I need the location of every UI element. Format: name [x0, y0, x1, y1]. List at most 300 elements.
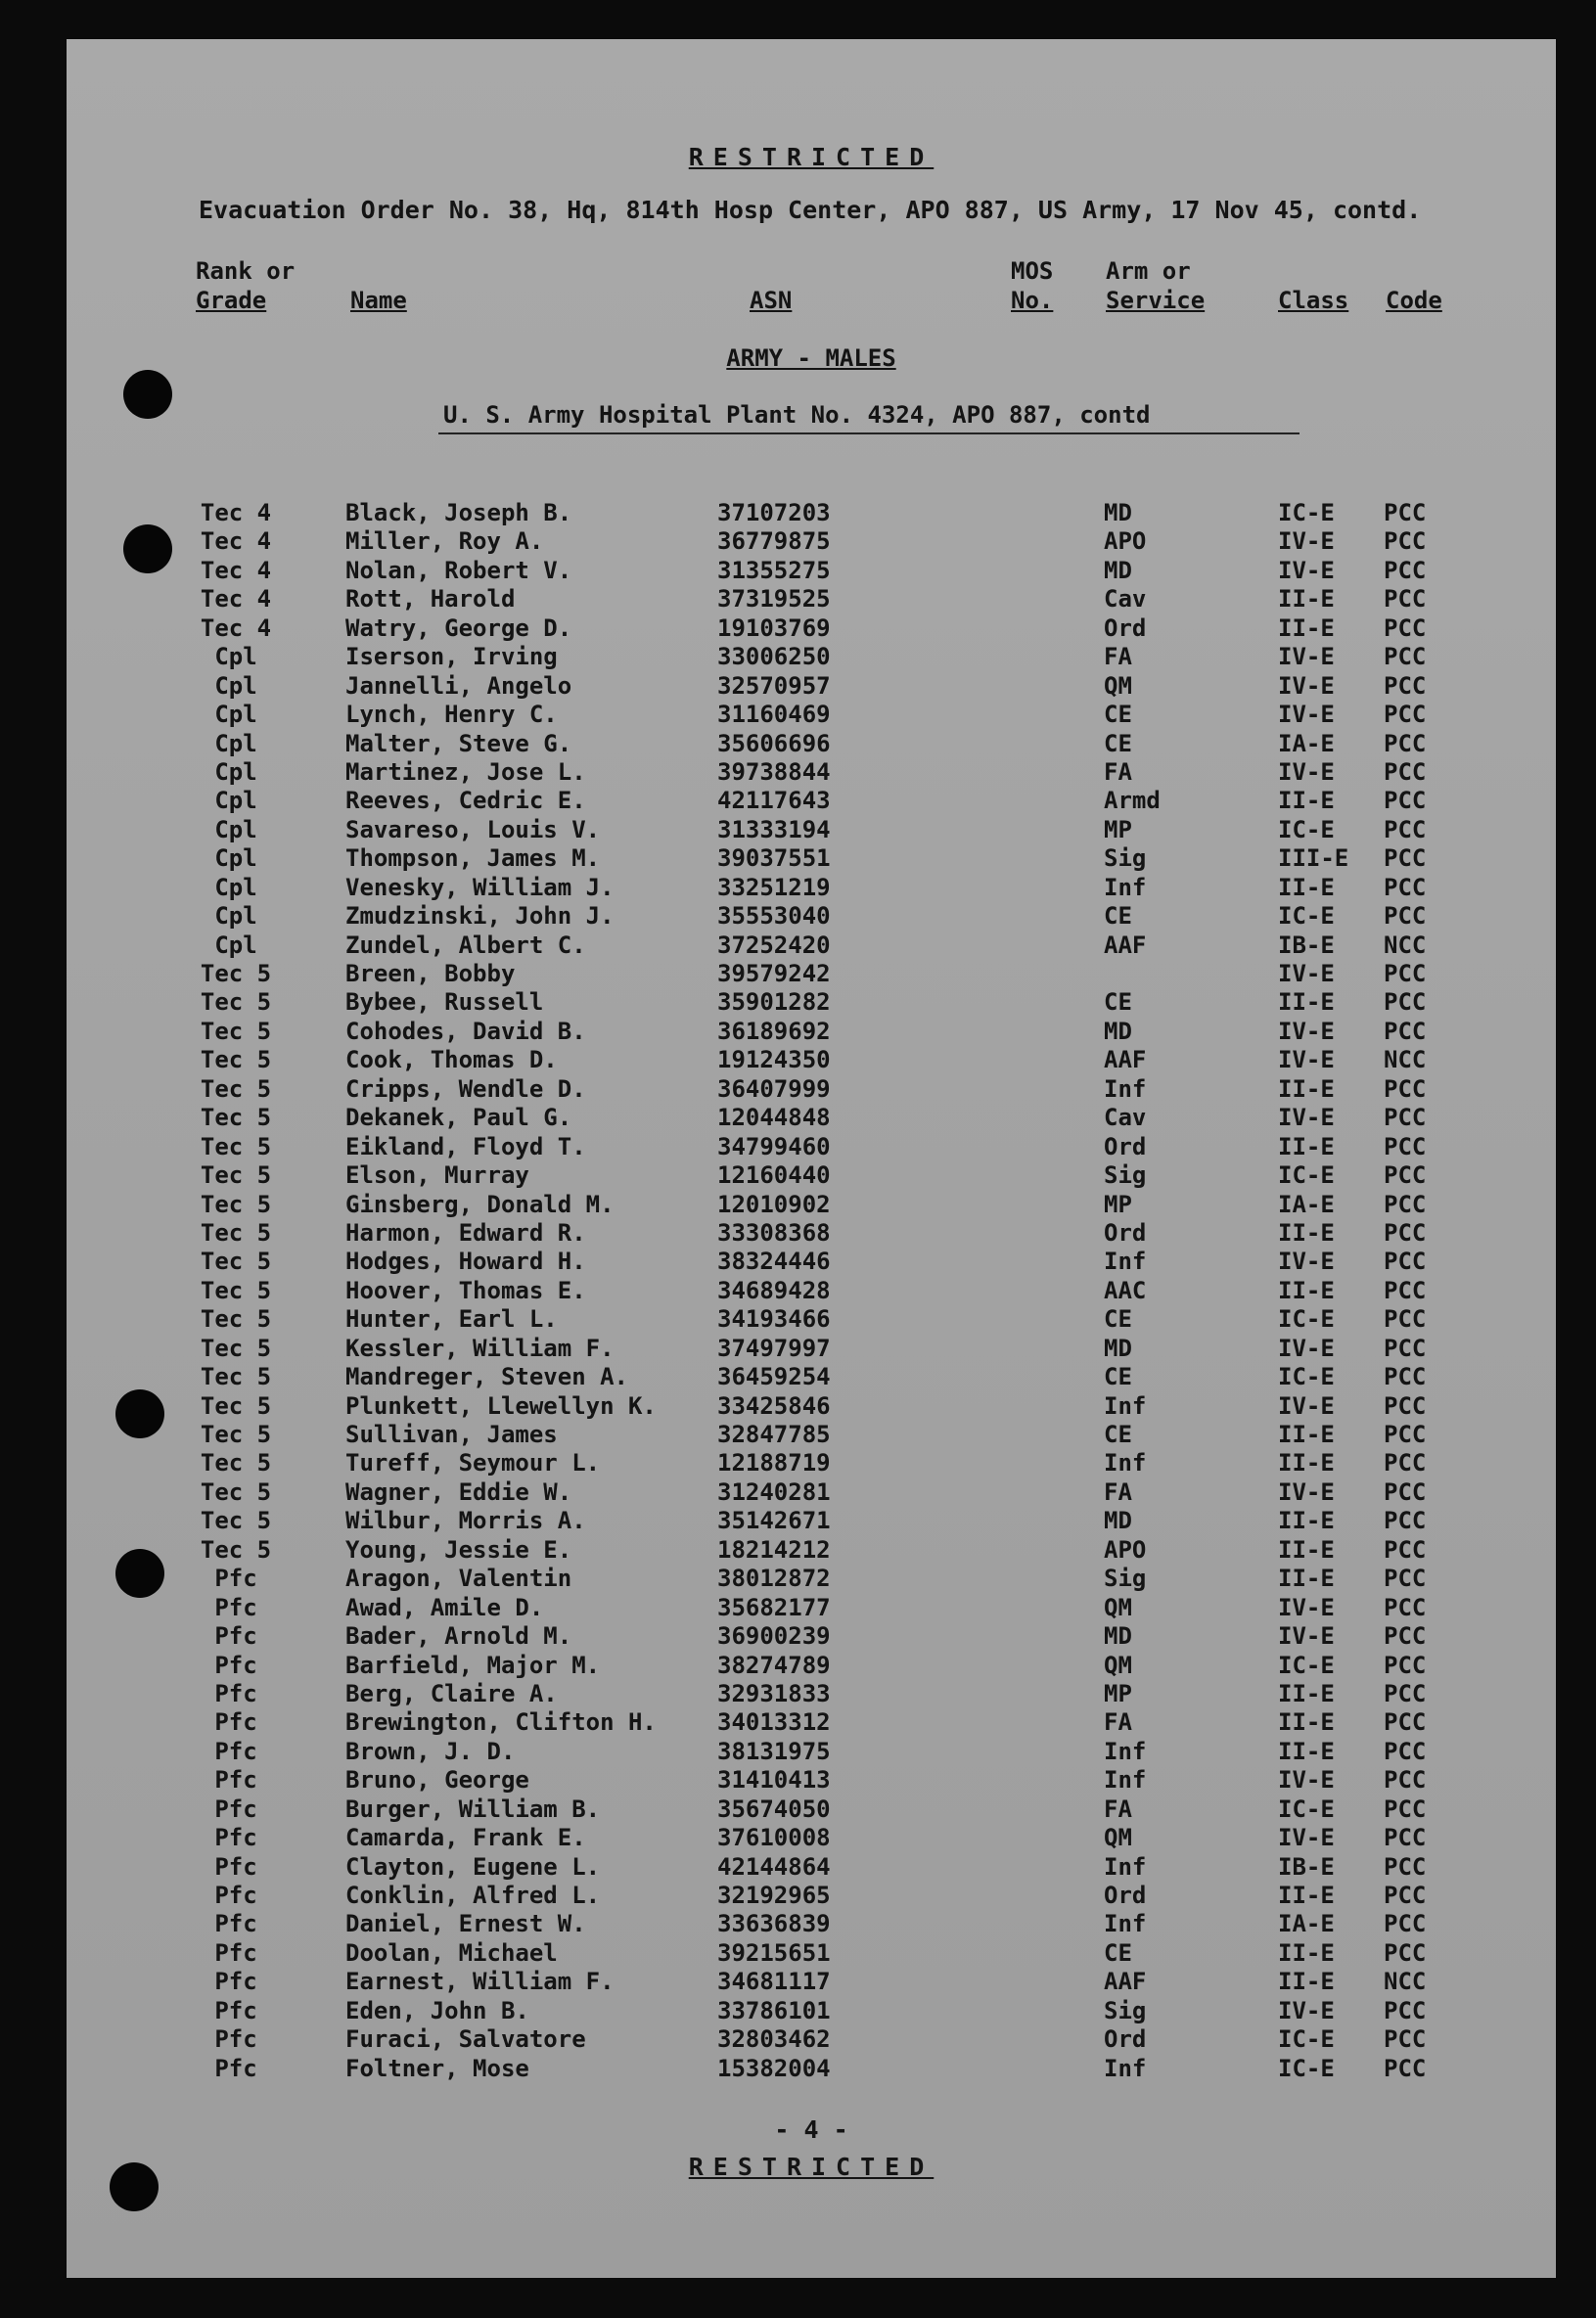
class-cell: IV-E: [1278, 671, 1335, 700]
arm-service-cell: Cav: [1104, 585, 1147, 614]
name-cell: Clayton, Eugene L.: [345, 1852, 601, 1881]
arm-service-cell: CE: [1104, 729, 1132, 757]
col-class-label: Class: [1278, 287, 1349, 314]
name-cell: Eikland, Floyd T.: [345, 1132, 586, 1160]
name-cell: Berg, Claire A.: [345, 1679, 558, 1707]
code-cell: PCC: [1384, 1104, 1427, 1132]
rank-cell: Tec 4: [200, 527, 272, 556]
rank-cell: Tec 5: [200, 1218, 272, 1247]
asn-cell: 36459254: [717, 1363, 831, 1391]
asn-cell: 38012872: [717, 1565, 831, 1593]
col-class-header: [1278, 286, 1348, 315]
arm-service-cell: Inf: [1104, 1449, 1147, 1477]
code-cell: PCC: [1384, 1017, 1427, 1045]
class-cell: II-E: [1278, 1507, 1335, 1535]
rank-cell: Pfc: [214, 1938, 257, 1967]
name-cell: Martinez, Jose L.: [345, 757, 586, 786]
name-cell: Ginsberg, Donald M.: [345, 1190, 615, 1218]
roster-row: [67, 643, 1556, 671]
class-cell: IA-E: [1278, 1190, 1335, 1218]
arm-service-cell: FA: [1104, 1708, 1132, 1737]
asn-cell: 36189692: [717, 1017, 831, 1045]
class-cell: IB-E: [1278, 1852, 1335, 1881]
class-cell: IC-E: [1278, 815, 1335, 843]
class-cell: III-E: [1278, 844, 1349, 873]
name-cell: Daniel, Ernest W.: [345, 1910, 586, 1938]
rank-cell: Cpl: [214, 701, 257, 729]
class-cell: IC-E: [1278, 902, 1335, 931]
rank-cell: Cpl: [214, 757, 257, 786]
rank-cell: Pfc: [214, 1996, 257, 2024]
rank-cell: Pfc: [214, 1679, 257, 1707]
asn-cell: 34799460: [717, 1132, 831, 1160]
name-cell: Hoover, Thomas E.: [345, 1276, 586, 1304]
class-cell: II-E: [1278, 873, 1335, 901]
name-cell: Breen, Bobby: [345, 960, 516, 987]
class-cell: IV-E: [1278, 1104, 1335, 1132]
name-cell: Young, Jessie E.: [345, 1535, 572, 1564]
arm-service-cell: CE: [1104, 1305, 1132, 1334]
rank-cell: Pfc: [214, 1968, 257, 1996]
name-cell: Nolan, Robert V.: [345, 556, 572, 584]
name-cell: Sullivan, James: [345, 1421, 558, 1448]
arm-service-cell: MD: [1104, 1507, 1132, 1535]
code-cell: PCC: [1384, 1305, 1427, 1334]
arm-service-cell: Inf: [1104, 1910, 1147, 1938]
code-cell: PCC: [1384, 1190, 1427, 1218]
class-cell: IC-E: [1278, 1161, 1335, 1190]
subsection-rule: [438, 432, 1300, 434]
asn-cell: 18214212: [717, 1535, 831, 1564]
asn-cell: 36779875: [717, 527, 831, 556]
asn-cell: 34689428: [717, 1276, 831, 1304]
name-cell: Cook, Thomas D.: [345, 1046, 558, 1074]
arm-service-cell: QM: [1104, 1824, 1132, 1852]
class-cell: IV-E: [1278, 1622, 1335, 1651]
asn-cell: 32931833: [717, 1679, 831, 1707]
code-cell: PCC: [1384, 1651, 1427, 1679]
roster-row: [67, 1652, 1556, 1680]
rank-cell: Tec 5: [200, 1449, 272, 1477]
roster-row: [67, 701, 1556, 729]
name-cell: Cripps, Wendle D.: [345, 1074, 586, 1103]
roster-row: [67, 614, 1556, 643]
code-cell: PCC: [1384, 1161, 1427, 1190]
roster-row: [67, 1392, 1556, 1421]
rank-cell: Pfc: [214, 1824, 257, 1852]
roster-row: [67, 1795, 1556, 1824]
class-cell: IV-E: [1278, 1017, 1335, 1045]
rank-cell: Tec 4: [200, 556, 272, 584]
rank-cell: Tec 4: [200, 585, 272, 614]
col-mos-header: [1011, 256, 1053, 315]
rank-cell: Tec 5: [200, 1535, 272, 1564]
rank-cell: Tec 5: [200, 1507, 272, 1535]
name-cell: Savareso, Louis V.: [345, 815, 601, 843]
roster-row: [67, 816, 1556, 844]
name-cell: Watry, George D.: [345, 614, 572, 642]
asn-cell: 37252420: [717, 931, 831, 959]
code-cell: PCC: [1384, 1477, 1427, 1506]
roster-row: [67, 758, 1556, 787]
roster-row: [67, 1133, 1556, 1161]
arm-service-cell: AAC: [1104, 1276, 1147, 1304]
arm-service-cell: Inf: [1104, 1852, 1147, 1881]
asn-cell: 33251219: [717, 873, 831, 901]
rank-cell: Cpl: [214, 643, 257, 671]
class-cell: II-E: [1278, 1074, 1335, 1103]
asn-cell: 32192965: [717, 1882, 831, 1909]
class-cell: IC-E: [1278, 1795, 1335, 1823]
name-cell: Zmudzinski, John J.: [345, 902, 615, 931]
arm-service-cell: Sig: [1104, 844, 1147, 873]
rank-cell: Pfc: [214, 2025, 257, 2054]
name-cell: Bruno, George: [345, 1766, 529, 1795]
asn-cell: 38274789: [717, 1651, 831, 1679]
rank-cell: Tec 5: [200, 1305, 272, 1334]
roster-row: [67, 1363, 1556, 1391]
code-cell: PCC: [1384, 1852, 1427, 1881]
roster-row: [67, 960, 1556, 988]
roster-row: [67, 1449, 1556, 1477]
asn-cell: 35682177: [717, 1593, 831, 1621]
class-cell: II-E: [1278, 1535, 1335, 1564]
class-cell: II-E: [1278, 1276, 1335, 1304]
code-cell: PCC: [1384, 1535, 1427, 1564]
arm-service-cell: Sig: [1104, 1565, 1147, 1593]
page-number: - 4 -: [774, 2115, 848, 2144]
roster-row: [67, 1939, 1556, 1968]
arm-service-cell: Ord: [1104, 614, 1147, 642]
document-page: [67, 39, 1556, 2278]
name-cell: Hodges, Howard H.: [345, 1248, 586, 1276]
section-heading: ARMY - MALES: [726, 344, 896, 372]
class-cell: II-E: [1278, 1737, 1335, 1765]
class-cell: II-E: [1278, 1882, 1335, 1909]
code-cell: PCC: [1384, 1766, 1427, 1795]
class-cell: IC-E: [1278, 1305, 1335, 1334]
rank-cell: Cpl: [214, 873, 257, 901]
code-cell: PCC: [1384, 1737, 1427, 1765]
roster-row: [67, 1766, 1556, 1795]
class-cell: II-E: [1278, 787, 1335, 815]
arm-service-cell: MD: [1104, 1622, 1132, 1651]
code-cell: PCC: [1384, 960, 1427, 987]
class-cell: II-E: [1278, 1679, 1335, 1707]
arm-service-cell: CE: [1104, 1938, 1132, 1967]
roster-row: [67, 902, 1556, 931]
arm-service-cell: Armd: [1104, 787, 1161, 815]
roster-row: [67, 1882, 1556, 1910]
class-cell: II-E: [1278, 614, 1335, 642]
roster-row: [67, 1161, 1556, 1190]
name-cell: Awad, Amile D.: [345, 1593, 544, 1621]
class-cell: II-E: [1278, 1565, 1335, 1593]
roster-row: [67, 1248, 1556, 1276]
class-cell: IA-E: [1278, 1910, 1335, 1938]
roster-row: [67, 1219, 1556, 1248]
name-cell: Bybee, Russell: [345, 988, 544, 1017]
restricted-footer: RESTRICTED: [688, 2153, 935, 2181]
code-cell: NCC: [1384, 1046, 1427, 1074]
rank-cell: Tec 5: [200, 1421, 272, 1448]
asn-cell: 39037551: [717, 844, 831, 873]
rank-cell: Tec 5: [200, 1074, 272, 1103]
restricted-header: RESTRICTED: [688, 143, 935, 171]
code-cell: PCC: [1384, 1910, 1427, 1938]
code-cell: PCC: [1384, 527, 1427, 556]
code-cell: PCC: [1384, 1391, 1427, 1420]
arm-service-cell: Inf: [1104, 1737, 1147, 1765]
roster-row: [67, 1305, 1556, 1334]
code-cell: PCC: [1384, 1795, 1427, 1823]
name-cell: Jannelli, Angelo: [345, 671, 572, 700]
name-cell: Camarda, Frank E.: [345, 1824, 586, 1852]
asn-cell: 37319525: [717, 585, 831, 614]
rank-cell: Pfc: [214, 1651, 257, 1679]
code-cell: PCC: [1384, 1132, 1427, 1160]
arm-service-cell: FA: [1104, 757, 1132, 786]
rank-cell: Tec 5: [200, 1161, 272, 1190]
asn-cell: 39579242: [717, 960, 831, 987]
asn-cell: 31160469: [717, 701, 831, 729]
asn-cell: 37610008: [717, 1824, 831, 1852]
name-cell: Rott, Harold: [345, 585, 516, 614]
code-cell: PCC: [1384, 757, 1427, 786]
roster-row: [67, 1421, 1556, 1449]
name-cell: Elson, Murray: [345, 1161, 529, 1190]
class-cell: IC-E: [1278, 2054, 1335, 2082]
name-cell: Zundel, Albert C.: [345, 931, 586, 959]
code-cell: PCC: [1384, 902, 1427, 931]
subsection-heading: U. S. Army Hospital Plant No. 4324, APO 887, contd: [443, 401, 1151, 429]
name-cell: Tureff, Seymour L.: [345, 1449, 601, 1477]
asn-cell: 35901282: [717, 988, 831, 1017]
col-code-label: Code: [1386, 287, 1442, 314]
roster-row: [67, 527, 1556, 556]
asn-cell: 39738844: [717, 757, 831, 786]
col-name-header: [350, 286, 407, 315]
col-rank-line2: Grade: [196, 287, 267, 314]
code-cell: PCC: [1384, 815, 1427, 843]
code-cell: PCC: [1384, 1882, 1427, 1909]
code-cell: PCC: [1384, 614, 1427, 642]
class-cell: IC-E: [1278, 1363, 1335, 1391]
asn-cell: 31410413: [717, 1766, 831, 1795]
class-cell: II-E: [1278, 1132, 1335, 1160]
binder-hole: [115, 1549, 164, 1598]
code-cell: PCC: [1384, 1622, 1427, 1651]
class-cell: II-E: [1278, 1708, 1335, 1737]
arm-service-cell: Inf: [1104, 1391, 1147, 1420]
asn-cell: 36900239: [717, 1622, 831, 1651]
asn-cell: 31240281: [717, 1477, 831, 1506]
rank-cell: Pfc: [214, 1622, 257, 1651]
rank-cell: Cpl: [214, 815, 257, 843]
binder-hole: [110, 2162, 159, 2211]
name-cell: Iserson, Irving: [345, 643, 558, 671]
rank-cell: Tec 5: [200, 1104, 272, 1132]
code-cell: PCC: [1384, 844, 1427, 873]
class-cell: IC-E: [1278, 499, 1335, 526]
arm-service-cell: FA: [1104, 1477, 1132, 1506]
asn-cell: 32847785: [717, 1421, 831, 1448]
asn-cell: 12160440: [717, 1161, 831, 1190]
asn-cell: 19103769: [717, 614, 831, 642]
roster-row: [67, 932, 1556, 960]
arm-service-cell: Inf: [1104, 1074, 1147, 1103]
rank-cell: Pfc: [214, 1593, 257, 1621]
rank-cell: Tec 5: [200, 1190, 272, 1218]
code-cell: PCC: [1384, 787, 1427, 815]
code-cell: PCC: [1384, 1449, 1427, 1477]
asn-cell: 42117643: [717, 787, 831, 815]
class-cell: IA-E: [1278, 729, 1335, 757]
arm-service-cell: Ord: [1104, 2025, 1147, 2054]
name-cell: Plunkett, Llewellyn K.: [345, 1391, 657, 1420]
col-mos-line2: No.: [1011, 287, 1054, 314]
col-arm-line1: Arm or: [1106, 257, 1191, 285]
code-cell: PCC: [1384, 2025, 1427, 2054]
asn-cell: 12044848: [717, 1104, 831, 1132]
name-cell: Doolan, Michael: [345, 1938, 558, 1967]
arm-service-cell: MD: [1104, 1334, 1132, 1362]
arm-service-cell: QM: [1104, 1651, 1132, 1679]
asn-cell: 12010902: [717, 1190, 831, 1218]
roster-row: [67, 988, 1556, 1017]
code-cell: PCC: [1384, 1363, 1427, 1391]
class-cell: II-E: [1278, 1421, 1335, 1448]
asn-cell: 37497997: [717, 1334, 831, 1362]
name-cell: Brown, J. D.: [345, 1737, 516, 1765]
col-rank-line1: Rank or: [196, 257, 296, 285]
arm-service-cell: Inf: [1104, 1766, 1147, 1795]
arm-service-cell: MD: [1104, 1017, 1132, 1045]
asn-cell: 35142671: [717, 1507, 831, 1535]
rank-cell: Tec 5: [200, 1132, 272, 1160]
roster-row: [67, 1565, 1556, 1593]
rank-cell: Cpl: [214, 729, 257, 757]
rank-cell: Tec 5: [200, 1477, 272, 1506]
name-cell: Bader, Arnold M.: [345, 1622, 572, 1651]
roster-row: [67, 585, 1556, 614]
arm-service-cell: QM: [1104, 671, 1132, 700]
asn-cell: 34013312: [717, 1708, 831, 1737]
rank-cell: Tec 5: [200, 1248, 272, 1276]
asn-cell: 34681117: [717, 1968, 831, 1996]
code-cell: PCC: [1384, 671, 1427, 700]
arm-service-cell: Inf: [1104, 2054, 1147, 2082]
rank-cell: Tec 5: [200, 1363, 272, 1391]
rank-cell: Pfc: [214, 1882, 257, 1909]
code-cell: PCC: [1384, 1679, 1427, 1707]
rank-cell: Cpl: [214, 931, 257, 959]
asn-cell: 42144864: [717, 1852, 831, 1881]
name-cell: Wilbur, Morris A.: [345, 1507, 586, 1535]
personnel-roster: [67, 499, 1556, 2083]
class-cell: II-E: [1278, 1938, 1335, 1967]
rank-cell: Tec 4: [200, 614, 272, 642]
asn-cell: 32803462: [717, 2025, 831, 2054]
code-cell: NCC: [1384, 931, 1427, 959]
arm-service-cell: AAF: [1104, 1968, 1147, 1996]
rank-cell: Tec 5: [200, 1046, 272, 1074]
name-cell: Barfield, Major M.: [345, 1651, 601, 1679]
arm-service-cell: Cav: [1104, 1104, 1147, 1132]
roster-row: [67, 1824, 1556, 1852]
roster-row: [67, 1191, 1556, 1219]
rank-cell: Tec 5: [200, 988, 272, 1017]
rank-cell: Tec 5: [200, 1391, 272, 1420]
asn-cell: 34193466: [717, 1305, 831, 1334]
class-cell: IV-E: [1278, 1477, 1335, 1506]
binder-hole: [123, 370, 172, 419]
roster-row: [67, 1594, 1556, 1622]
roster-row: [67, 787, 1556, 815]
rank-cell: Pfc: [214, 1565, 257, 1593]
code-cell: PCC: [1384, 729, 1427, 757]
name-cell: Black, Joseph B.: [345, 499, 572, 526]
rank-cell: Pfc: [214, 1795, 257, 1823]
code-cell: PCC: [1384, 1996, 1427, 2024]
name-cell: Thompson, James M.: [345, 844, 601, 873]
class-cell: IV-E: [1278, 1334, 1335, 1362]
class-cell: II-E: [1278, 1218, 1335, 1247]
class-cell: II-E: [1278, 585, 1335, 614]
arm-service-cell: CE: [1104, 988, 1132, 1017]
code-cell: NCC: [1384, 1968, 1427, 1996]
arm-service-cell: AAF: [1104, 1046, 1147, 1074]
code-cell: PCC: [1384, 1421, 1427, 1448]
col-asn-label: ASN: [750, 287, 793, 314]
rank-cell: Cpl: [214, 787, 257, 815]
arm-service-cell: MP: [1104, 1190, 1132, 1218]
asn-cell: 39215651: [717, 1938, 831, 1967]
name-cell: Eden, John B.: [345, 1996, 529, 2024]
rank-cell: Pfc: [214, 1852, 257, 1881]
asn-cell: 12188719: [717, 1449, 831, 1477]
name-cell: Furaci, Salvatore: [345, 2025, 586, 2054]
roster-row: [67, 1997, 1556, 2025]
class-cell: IB-E: [1278, 931, 1335, 959]
asn-cell: 31355275: [717, 556, 831, 584]
roster-row: [67, 844, 1556, 873]
roster-row: [67, 2055, 1556, 2083]
roster-row: [67, 1536, 1556, 1565]
asn-cell: 35606696: [717, 729, 831, 757]
asn-cell: 38324446: [717, 1248, 831, 1276]
class-cell: II-E: [1278, 1968, 1335, 1996]
name-cell: Dekanek, Paul G.: [345, 1104, 572, 1132]
class-cell: II-E: [1278, 988, 1335, 1017]
class-cell: IV-E: [1278, 757, 1335, 786]
arm-service-cell: MP: [1104, 1679, 1132, 1707]
roster-row: [67, 874, 1556, 902]
roster-row: [67, 1968, 1556, 1996]
asn-cell: 33786101: [717, 1996, 831, 2024]
roster-row: [67, 1622, 1556, 1651]
code-cell: PCC: [1384, 1334, 1427, 1362]
roster-row: [67, 730, 1556, 758]
rank-cell: Pfc: [214, 1766, 257, 1795]
name-cell: Lynch, Henry C.: [345, 701, 558, 729]
name-cell: Aragon, Valentin: [345, 1565, 572, 1593]
col-mos-line1: MOS: [1011, 257, 1054, 285]
class-cell: IC-E: [1278, 1651, 1335, 1679]
rank-cell: Tec 5: [200, 960, 272, 987]
name-cell: Conklin, Alfred L.: [345, 1882, 601, 1909]
name-cell: Earnest, William F.: [345, 1968, 615, 1996]
